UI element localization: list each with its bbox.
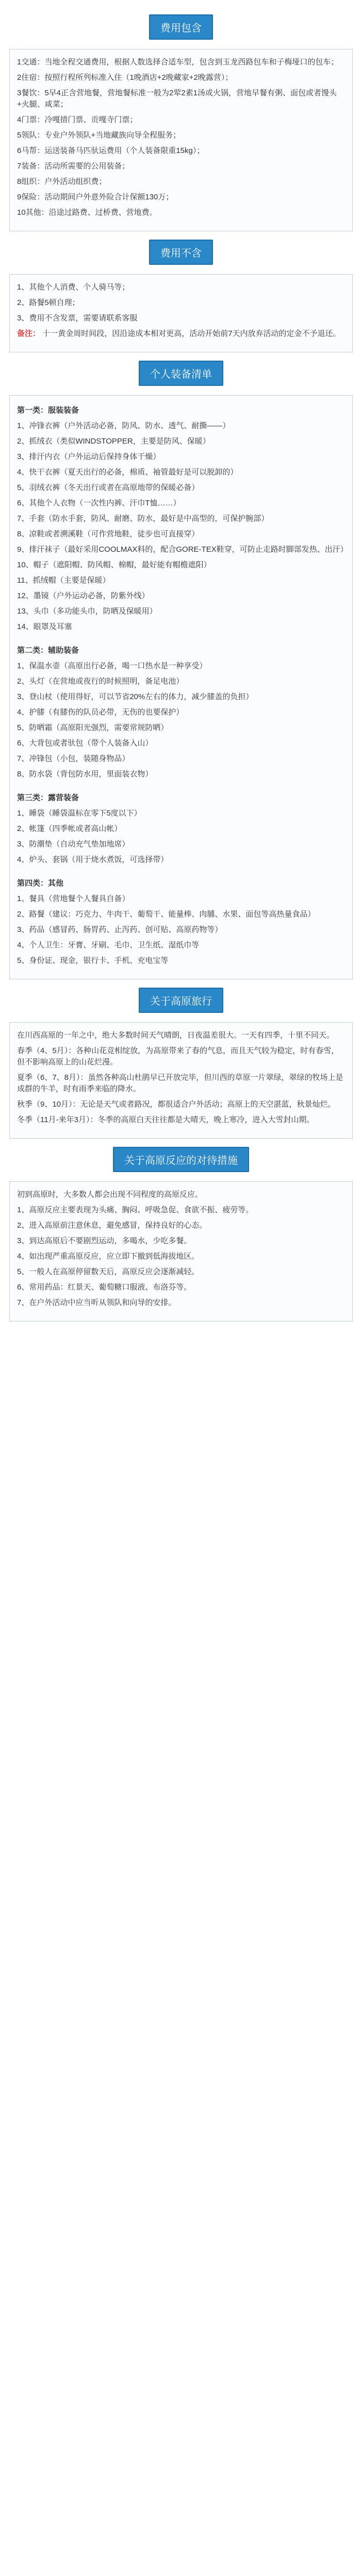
gear-list-title: 个人装备清单 xyxy=(139,361,223,386)
gear-item: 8、凉鞋或者溯溪鞋（可作营地鞋，徒步也可直接穿） xyxy=(17,530,200,538)
altitude-paragraph: 初到高原时，大多数人都会出现不同程度的高原反应。 xyxy=(17,1190,203,1199)
gear-item: 6、其他个人衣物（一次性内裤、汗巾T恤……） xyxy=(17,499,181,507)
fee-item: 4门票：冷嘎措门票、贡嘎寺门票； xyxy=(17,115,138,124)
fee-exclusion: 1、其他个人消费、个人骑马等； xyxy=(17,283,130,292)
section-title-fees-not-included xyxy=(9,240,353,265)
section-title-fees-included xyxy=(9,14,353,40)
gear-item: 3、登山杖（使用得好，可以节省20%左右的体力，减少膝盖的负担） xyxy=(17,692,254,701)
gear-item: 6、大背包或者驮包（带个人装备入山） xyxy=(17,739,153,748)
gear-item: 11、抓绒帽（主要是保暖） xyxy=(17,576,110,585)
gear-part4-heading: 第四类：其他 xyxy=(17,879,64,888)
altitude-paragraph: 2、进入高原前注意休息，避免感冒，保持良好的心态。 xyxy=(17,1221,207,1230)
fee-item: 2住宿：按照行程所列标准入住（1晚酒店+2晚藏家+2晚露营）； xyxy=(17,73,233,82)
fee-item: 9保险：活动期间户外意外险合计保额130万； xyxy=(17,193,174,201)
gear-item: 9、排汗袜子（最好采用COOLMAX料的，配合GORE-TEX鞋穿，可防止走路时脚部发热、出汗） xyxy=(17,545,348,554)
gear-item: 12、墨镜（户外运动必备，防紫外线） xyxy=(17,591,150,600)
fees-not-included-card xyxy=(9,274,353,352)
gear-item: 4、炉头、套锅（用于烧水煮饭，可选择带） xyxy=(17,855,169,864)
gear-item: 1、冲锋衣裤（户外活动必备，防风、防水、透气、耐撕——） xyxy=(17,421,231,430)
gear-item: 7、手套（防水手套，防风、耐磨、防水，最好是中高型的，可保护腕部） xyxy=(17,514,269,523)
altitude-paragraph: 4、如出现严重高原反应，应立即下撤到低海拔地区。 xyxy=(17,1252,200,1261)
gear-item: 4、个人卫生：牙膏、牙刷、毛巾、卫生纸、湿纸巾等 xyxy=(17,941,200,950)
note-label: 备注： xyxy=(17,329,41,338)
altitude-sickness-title: 关于高原反应的对待措施 xyxy=(113,1147,249,1172)
altitude-paragraph: 7、在户外活动中应当听从领队和向导的安排。 xyxy=(17,1298,176,1307)
gear-part2-heading: 第二类：辅助装备 xyxy=(17,646,79,655)
about-plateau-card xyxy=(9,1022,353,1139)
fee-exclusion: 3、费用不含发票，需要请联系客服 xyxy=(17,314,138,323)
about-plateau-paragraph: 秋季（9、10月）：无论是天气或者路况，都很适合户外活动；高原上的天空湛蓝，秋景灿烂。 xyxy=(17,1100,336,1109)
about-plateau-paragraph: 春季（4、5月）：各种山花竞相绽放，为高原带来了春的气息，而且天气较为稳定，时有春雪，但不影响高原上的山花烂漫。 xyxy=(17,1046,339,1066)
about-plateau-paragraph: 冬季（11月-来年3月）：冬季的高原白天往往都是大晴天，晚上寒冷，进入大雪封山期。 xyxy=(17,1115,315,1124)
section-title-altitude-sickness xyxy=(9,1147,353,1172)
gear-item: 4、护膝（有膝伤的队员必带，无伤的也要保护） xyxy=(17,708,184,717)
gear-item: 1、餐具（营地餐个人餐具自备） xyxy=(17,894,130,903)
gear-item: 5、羽绒衣裤（冬天出行或者在高原地带的保暖必备） xyxy=(17,483,200,492)
gear-item: 2、帐篷（四季帐或者高山帐） xyxy=(17,824,122,833)
fee-item: 5领队：专业户外领队+当地藏族向导全程服务； xyxy=(17,131,181,140)
gear-item: 2、抓绒衣（类似WINDSTOPPER，主要是防风、保暖） xyxy=(17,437,210,446)
fee-item: 1交通：当地全程交通费用，根据人数选择合适车型，包含到玉龙西路包车和子梅垭口的包车； xyxy=(17,58,339,66)
fees-included-title: 费用包含 xyxy=(149,14,213,40)
gear-item: 4、快干衣裤（夏天出行的必备，棉质、袖管最好是可以脱卸的） xyxy=(17,468,238,477)
altitude-paragraph: 3、到达高原后不要剧烈运动，多喝水，少吃多餐。 xyxy=(17,1236,192,1245)
fees-not-included-title: 费用不含 xyxy=(149,240,213,265)
gear-item: 3、排汗内衣（户外运动后保持身体干燥） xyxy=(17,452,161,461)
gear-item: 5、身份证、现金，银行卡、手机、充电宝等 xyxy=(17,956,169,965)
about-plateau-paragraph: 夏季（6、7、8月）：虽然各种高山杜鹃早已开放完毕，但川西的草原一片翠绿，翠绿的牧场上是成群的牛羊，时有雨季来临的降水。 xyxy=(17,1073,343,1093)
gear-part3-heading: 第三类：露营装备 xyxy=(17,793,79,802)
fee-item: 8组织：户外活动组织费； xyxy=(17,177,107,186)
about-plateau-paragraph: 在川西高原的一年之中，绝大多数时间天气晴朗，日夜温差很大。一天有四季，十里不同天。 xyxy=(17,1031,335,1040)
gear-item: 7、冲锋包（小包，装随身物品） xyxy=(17,754,130,763)
gear-list-card xyxy=(9,395,353,979)
altitude-paragraph: 5、一般人在高原停留数天后，高原反应会逐渐减轻。 xyxy=(17,1267,200,1276)
section-title-about-plateau xyxy=(9,988,353,1013)
gear-part1-heading: 第一类：服装装备 xyxy=(17,406,79,415)
gear-item: 2、路餐（建议：巧克力、牛肉干、葡萄干、能量棒、肉脯、水果、面包等高热量食品） xyxy=(17,910,316,919)
note-text: 十一黄金周时间段，因沿途成本相对更高，活动开始前7天内放弃活动的定金不予退还。 xyxy=(42,329,341,338)
fee-item: 3餐饮：5早4正含营地餐，营地餐标准一般为2荤2素1汤或火锅，营地早餐有粥、面包或者馒头+火腿、咸菜； xyxy=(17,89,337,109)
gear-item: 3、防潮垫（自动充气垫加地席） xyxy=(17,840,130,849)
gear-item: 1、睡袋（睡袋温标在零下5度以下） xyxy=(17,809,142,818)
gear-item: 13、头巾（多功能头巾，防晒及保暖用） xyxy=(17,607,157,616)
gear-item: 3、药品（感冒药、肠胃药、止泻药、创可贴、高原药物等） xyxy=(17,925,223,934)
fees-included-card xyxy=(9,49,353,231)
altitude-paragraph: 1、高原反应主要表现为头痛、胸闷、呼吸急促、食欲不振、疲劳等。 xyxy=(17,1206,254,1214)
fee-item: 6马帮：运送装备马匹驮运费用（个人装备限重15kg）； xyxy=(17,146,205,155)
gear-item: 14、眼罩及耳塞 xyxy=(17,622,72,631)
altitude-sickness-card xyxy=(9,1181,353,1321)
about-plateau-title: 关于高原旅行 xyxy=(139,988,223,1013)
fees-note xyxy=(17,328,345,340)
altitude-paragraph: 6、常用药品：红景天、葡萄糖口服液、布洛芬等。 xyxy=(17,1283,192,1292)
gear-item: 8、防水袋（背包防水用，里面装衣物） xyxy=(17,770,153,778)
gear-item: 1、保温水壶（高原出行必备，喝一口热水是一种享受） xyxy=(17,662,207,670)
fee-item: 7装备：活动所需要的公用装备； xyxy=(17,162,130,171)
fee-exclusion: 2、路餐5顿自理； xyxy=(17,298,80,307)
section-title-gear-list xyxy=(9,361,353,386)
gear-item: 10、帽子（遮阳帽、防风帽、棉帽，最好能有帽檐遮阳） xyxy=(17,561,211,569)
bottom-whitespace xyxy=(9,1330,353,2576)
fee-item: 10其他：沿途过路费、过桥费、营地费。 xyxy=(17,208,157,217)
gear-item: 5、防晒霜（高原阳光强烈，需要常规防晒） xyxy=(17,723,169,732)
gear-item: 2、头灯（在营地或夜行的时候照明，备足电池） xyxy=(17,677,184,686)
